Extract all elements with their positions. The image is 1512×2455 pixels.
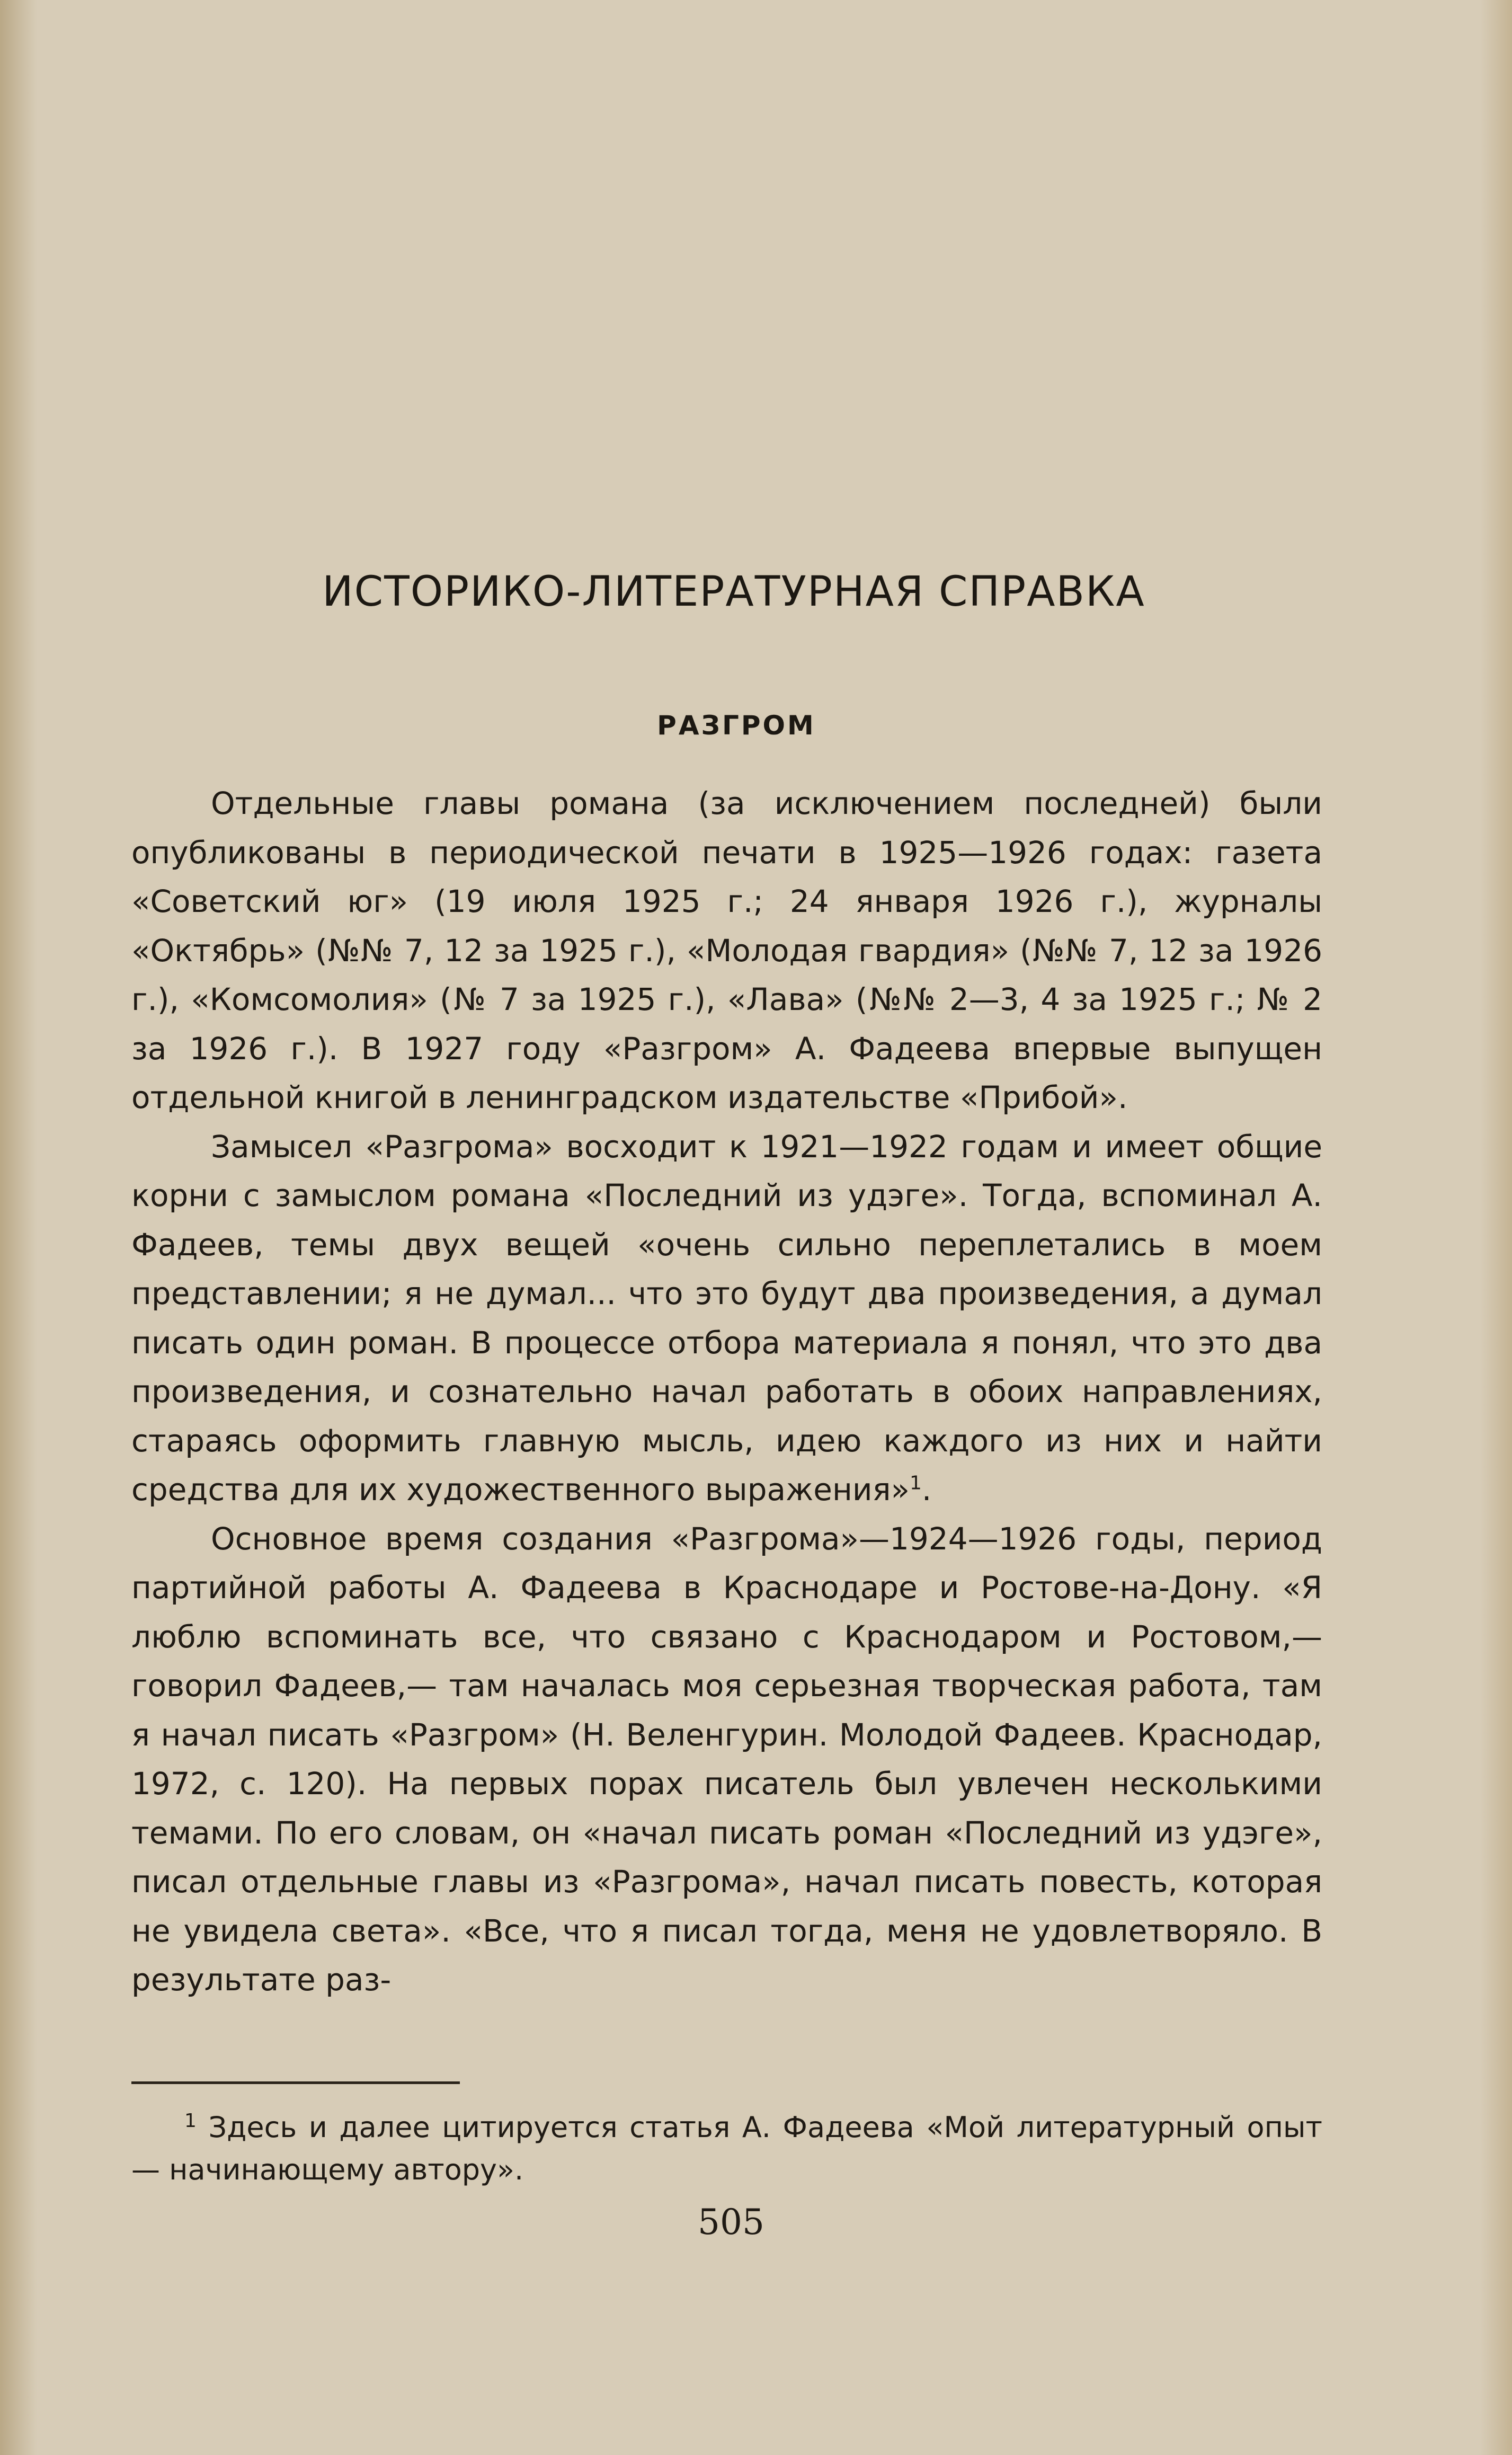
footnote-reference: 1 — [909, 1472, 922, 1494]
paragraph-conception: Замысел «Разгрома» восходит к 1921—1922 годам и имеет общие корни с замыслом романа «Последний из удэге». Тогда, вспоминал А. Фадеев, темы двух вещей «очень сильно переплетались в моем представлении; я не думал... что это будут два произведения, а думал писать один роман. В процессе отбора материала я понял, что это два произведения, и сознательно начал работать в обоих направлениях, стараясь оформить главную мысль, идею каждого из них и найти средства для их художественного выражения»$^1$. — [131, 1128, 1322, 1508]
page-number: 505 — [698, 2202, 764, 2243]
paragraph-creation-period: Основное время создания «Разгрома»—1924—1926 годы, период партийной работы А. Фадеева в Краснодаре и Ростове-на-Дону. «Я люблю вспоминать все, что связано с Краснодаром и Ростовом,— говорил Фадеев,— там началась моя серьезная творческая работа, там я начал писать «Разгром» (Н. Веленгурин. Молодой Фадеев. Краснодар, 1972, с. 120). На первых порах писатель был увлечен несколькими темами. По его словам, он «начал писать роман «Последний из удэге», писал отдельные главы из «Разгрома», начал писать повесть, которая не увидела света». «Все, что я писал тогда, меня не удовлетворяло. В результате раз- — [131, 1520, 1322, 1998]
footnote — [131, 2106, 1322, 2191]
footnote-text: Здесь и далее цитируется статья А. Фадеева «Мой литературный опыт — начинающему автору». — [131, 2111, 1322, 2186]
body-text — [131, 779, 1322, 2005]
paragraph-conception-text: Замысел «Разгрома» восходит к 1921—1922 годам и имеет общие корни с замыслом романа «Последний из удэге». Тогда, вспоминал А. Фадеев, темы двух вещей «очень сильно переплетались в моем представлении; я не думал... что это будут два произведения, а думал писать один роман. В процессе отбора материала я понял, что это два произведения, и сознательно начал работать в обоих направлениях, стараясь оформить главную мысль, идею каждого из них и найти средства для их художественного выражения» — [131, 1128, 1322, 1508]
footnote-divider — [131, 2081, 460, 2084]
footnote-marker: 1 — [184, 2110, 197, 2132]
paragraph-publication-history: Отдельные главы романа (за исключением последней) были опубликованы в периодической печати в 1925—1926 годах: газета «Советский юг» (19 июля 1925 г.; 24 января 1926 г.), журналы «Октябрь» (№№ 7, 12 за 1925 г.), «Молодая гвардия» (№№ 7, 12 за 1926 г.), «Комсомолия» (№ 7 за 1925 г.), «Лава» (№№ 2—3, 4 за 1925 г.; № 2 за 1926 г.). В 1927 году «Разгром» А. Фадеева впервые выпущен отдельной книгой в ленинградском издательстве «Прибой». — [131, 785, 1322, 1115]
section-heading: ИСТОРИКО-ЛИТЕРАТУРНАЯ СПРАВКА — [322, 568, 1145, 616]
chapter-subheading: РАЗГРОМ — [657, 710, 816, 741]
